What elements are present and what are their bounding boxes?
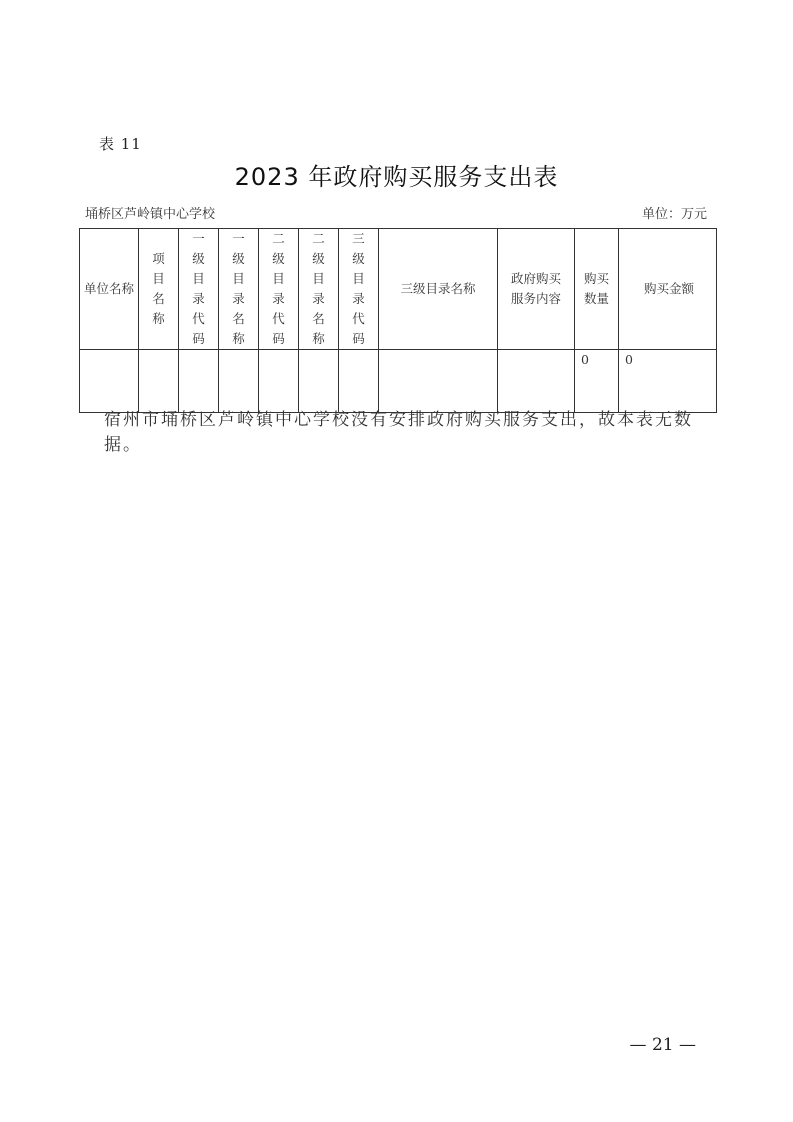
page-number: — 21 — (629, 1035, 696, 1055)
cell-level1-name (219, 350, 259, 413)
cell-level1-code (179, 350, 219, 413)
header-level2-name: 二级目录名称 (299, 229, 339, 350)
cell-service-content (498, 350, 575, 413)
header-level2-code: 二级目录代码 (259, 229, 299, 350)
unit-label: 单位：万元 (641, 207, 707, 222)
cell-level3-name (379, 350, 498, 413)
organization-name: 埇桥区芦岭镇中心学校 (85, 207, 216, 222)
header-level3-code: 三级目录代码 (339, 229, 379, 350)
page-title: 2023 年政府购买服务支出表 (234, 163, 559, 191)
cell-level3-code (339, 350, 379, 413)
table-number: 表 11 (99, 135, 142, 153)
header-unit-name: 单位名称 (80, 229, 139, 350)
expense-table (79, 228, 717, 413)
header-level1-name: 一级目录名称 (219, 229, 259, 350)
cell-unit-name (80, 350, 139, 413)
table-row (80, 350, 717, 413)
header-project-name: 项目名称 (139, 229, 179, 350)
table-header-row (80, 229, 717, 350)
cell-purchase-amount: 0 (619, 350, 717, 413)
header-purchase-amount: 购买金额 (619, 229, 717, 350)
cell-level2-code (259, 350, 299, 413)
cell-level2-name (299, 350, 339, 413)
note-text: 宿州市埇桥区芦岭镇中心学校没有安排政府购买服务支出，故本表无数据。 (104, 410, 693, 455)
header-service-content: 政府购买服务内容 (498, 229, 575, 350)
cell-project-name (139, 350, 179, 413)
header-purchase-quantity: 购买数量 (575, 229, 619, 350)
header-level1-code: 一级目录代码 (179, 229, 219, 350)
header-level3-name: 三级目录名称 (379, 229, 498, 350)
cell-purchase-quantity: 0 (575, 350, 619, 413)
